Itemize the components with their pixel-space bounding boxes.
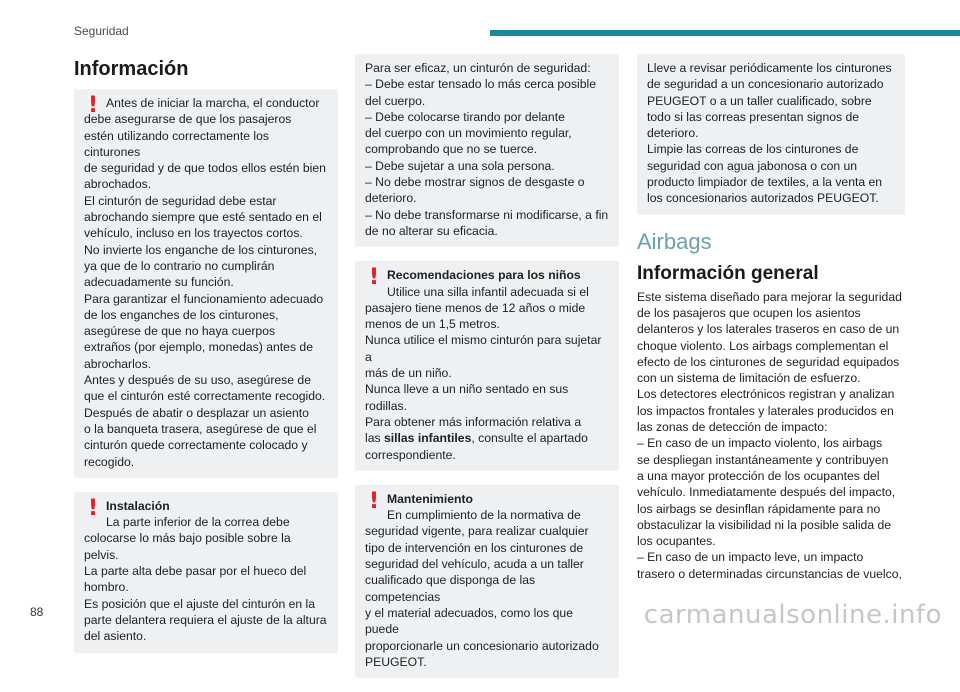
box-line: Limpie las correas de los cinturones de [647, 142, 859, 157]
box-line: Nunca utilice el mismo cinturón para sujetar a [365, 333, 602, 364]
box-line: producto limpiador de textiles, a la venta en [647, 175, 883, 190]
text-span: , consulte el apartado [471, 431, 588, 446]
box-line: cualificado que disponga de las competencias [365, 573, 536, 604]
text-line: Los detectores electrónicos registran y analizan [637, 387, 895, 402]
box-line: Antes de iniciar la marcha, el conductor [106, 96, 320, 110]
box-line: – Debe estar tensado lo más cerca posible [365, 77, 597, 92]
box-line: PEUGEOT. [365, 654, 427, 669]
box-line: – No debe mostrar signos de desgaste o [365, 175, 585, 190]
box-line: comprobando que no se tuerce. [365, 142, 538, 157]
box-line: recogido. [84, 454, 135, 469]
text-line: Este sistema diseñado para mejorar la seguridad [637, 289, 902, 304]
box-line: abrocharlos. [84, 356, 152, 371]
box-line: deterioro. [365, 191, 417, 206]
box-line: o la banqueta trasera, asegúrese de que el [84, 421, 317, 436]
box-line: seguridad del vehículo, acuda a un taller [365, 557, 584, 572]
box-line: No invierte los enganche de los cinturones, [84, 242, 318, 257]
box-line: asegúrese de que no haya cuerpos [84, 324, 276, 339]
box-line: debe asegurarse de que los pasajeros [84, 112, 292, 127]
box-line: Después de abatir o desplazar un asiento [84, 405, 309, 420]
box-line: Es posición que el ajuste del cinturón en la [84, 596, 316, 611]
box-line: que el cinturón esté correctamente recogido. [84, 389, 326, 404]
box-line: pasajero tiene menos de 12 años o mide [365, 300, 586, 315]
box-line: Para obtener más información relativa a [365, 414, 582, 429]
box-line: – Debe sujetar a una sola persona. [365, 158, 555, 173]
belt-requirements-box [355, 54, 619, 247]
box-heading: Instalación [106, 498, 170, 513]
box-line: de los enganches de los cinturones, [84, 307, 279, 322]
box-line: seguridad vigente, para realizar cualquier [365, 524, 589, 539]
maintenance-warning-box [355, 485, 619, 678]
text-line: – En caso de un impacto leve, un impacto [637, 550, 864, 565]
info-warning-box [74, 89, 338, 478]
box-line: de seguridad a un concesionario autorizado [647, 77, 884, 92]
text-line: – En caso de un impacto violento, los airbags [637, 436, 883, 451]
column-2 [355, 50, 619, 692]
text-line: trasero o determinadas circunstancias de vuelco, [637, 566, 902, 581]
periodic-check-box [637, 54, 905, 215]
box-line: abrochados. [84, 177, 152, 192]
column-1 [74, 50, 338, 667]
text-line: los impactos frontales y laterales producidos en [637, 403, 894, 418]
box-line: de seguridad y de que todos ellos estén bien [84, 161, 326, 176]
general-info-text [637, 289, 905, 582]
text-line: se despliegan instantáneamente y contribuyen [637, 452, 889, 467]
box-line [365, 430, 609, 446]
page-number: 88 [30, 605, 44, 619]
warning-icon: ! [88, 93, 99, 118]
warning-icon: ! [369, 488, 380, 514]
box-line: correspondiente. [365, 447, 456, 462]
box-line: de no alterar su eficacia. [365, 223, 498, 238]
box-line: – Debe colocarse tirando por delante [365, 109, 565, 124]
install-warning-box [74, 492, 338, 653]
box-line: del cuerpo. [365, 93, 426, 108]
box-line: colocarse lo más bajo posible sobre la pelvis. [84, 531, 291, 562]
box-line: La parte alta debe pasar por el hueco del [84, 564, 307, 579]
box-heading: Recomendaciones para los niños [387, 268, 581, 283]
section-label: Seguridad [74, 24, 129, 38]
box-line: hombro. [84, 580, 129, 595]
box-line: Para garantizar el funcionamiento adecuado [84, 291, 324, 306]
subsection-title: Información general [637, 262, 819, 284]
box-line: los concesionarios autorizados PEUGEOT. [647, 191, 879, 206]
box-line: tipo de intervención en los cinturones de [365, 540, 584, 555]
column-3 [637, 50, 905, 582]
box-line: más de un niño. [365, 366, 452, 381]
box-line: Antes y después de su uso, asegúrese de [84, 373, 311, 388]
box-line: seguridad con agua jabonosa o con un [647, 158, 858, 173]
box-line: La parte inferior de la correa debe [106, 515, 290, 530]
text-line: las zonas de detección de impacto: [637, 420, 828, 435]
box-line: parte delantera requiera el ajuste de la altura [84, 612, 327, 627]
text-line: choque violento. Los airbags complementan el [637, 338, 889, 353]
text-line: con un sistema de limitación de esfuerzo. [637, 371, 861, 386]
box-line: El cinturón de seguridad debe estar [84, 193, 277, 208]
box-line: PEUGEOT o a un taller cualificado, sobre [647, 93, 872, 108]
box-lines [84, 111, 328, 470]
box-line: adecuadamente su función. [84, 275, 234, 290]
box-heading: Mantenimiento [387, 491, 473, 506]
box-line: y el material adecuados, como los que puede [365, 605, 573, 637]
watermark: carmanualsonline.info [643, 600, 942, 630]
box-line: abrochando siempre que esté sentado en el [84, 210, 322, 225]
page-title: Información [74, 58, 189, 80]
warning-icon: ! [369, 265, 380, 291]
box-line: estén utilizando correctamente los cinturones [84, 128, 269, 159]
box-line: proporcionarle un concesionario autorizado [365, 638, 599, 653]
box-line: extraños (por ejemplo, monedas) antes de [84, 340, 313, 355]
warning-icon: ! [88, 495, 99, 521]
text-line: a una mayor protección de los ocupantes del [637, 468, 880, 483]
children-warning-box [355, 261, 619, 471]
box-line: menos de un 1,5 metros. [365, 317, 500, 332]
text-line: los airbags se desinflan rápidamente para no [637, 501, 881, 516]
box-line: vehículo, incluso en los trayectos cortos. [84, 226, 303, 241]
section-title-airbags: Airbags [637, 228, 712, 254]
text-line: de los pasajeros que ocupen los asientos [637, 305, 861, 320]
box-line: del cuerpo con un movimiento regular, [365, 126, 572, 141]
box-line: Lleve a revisar periódicamente los cinturones [647, 61, 892, 75]
box-line: ya que de lo contrario no cumplirán [84, 258, 275, 273]
box-line: – No debe transformarse ni modificarse, a fin [365, 207, 609, 222]
box-line: Nunca lleve a un niño sentado en sus rodillas. [365, 382, 569, 413]
box-line: Para ser eficaz, un cinturón de seguridad: [365, 61, 591, 75]
box-line: deterioro. [647, 126, 699, 141]
box-line: todo si las correas presentan signos de [647, 109, 860, 124]
child-seats-link-text: sillas infantiles [383, 431, 472, 446]
box-line: del asiento. [84, 629, 147, 644]
box-line: En cumplimiento de la normativa de [387, 508, 581, 523]
text-span: las [365, 431, 384, 446]
box-line: Utilice una silla infantil adecuada si el [387, 284, 589, 299]
header-accent-bar [490, 30, 960, 36]
text-line: efecto de los cinturones de seguridad equipados [637, 354, 900, 369]
text-line: delanteros y los laterales traseros en caso de un [637, 322, 900, 337]
text-line: vehículo. Inmediatamente después del impacto, [637, 485, 896, 500]
text-line: los ocupantes. [637, 534, 716, 549]
text-line: obstaculizar la visibilidad ni la posible salida de [637, 517, 892, 532]
box-line: cinturón quede correctamente colocado y [84, 438, 308, 453]
